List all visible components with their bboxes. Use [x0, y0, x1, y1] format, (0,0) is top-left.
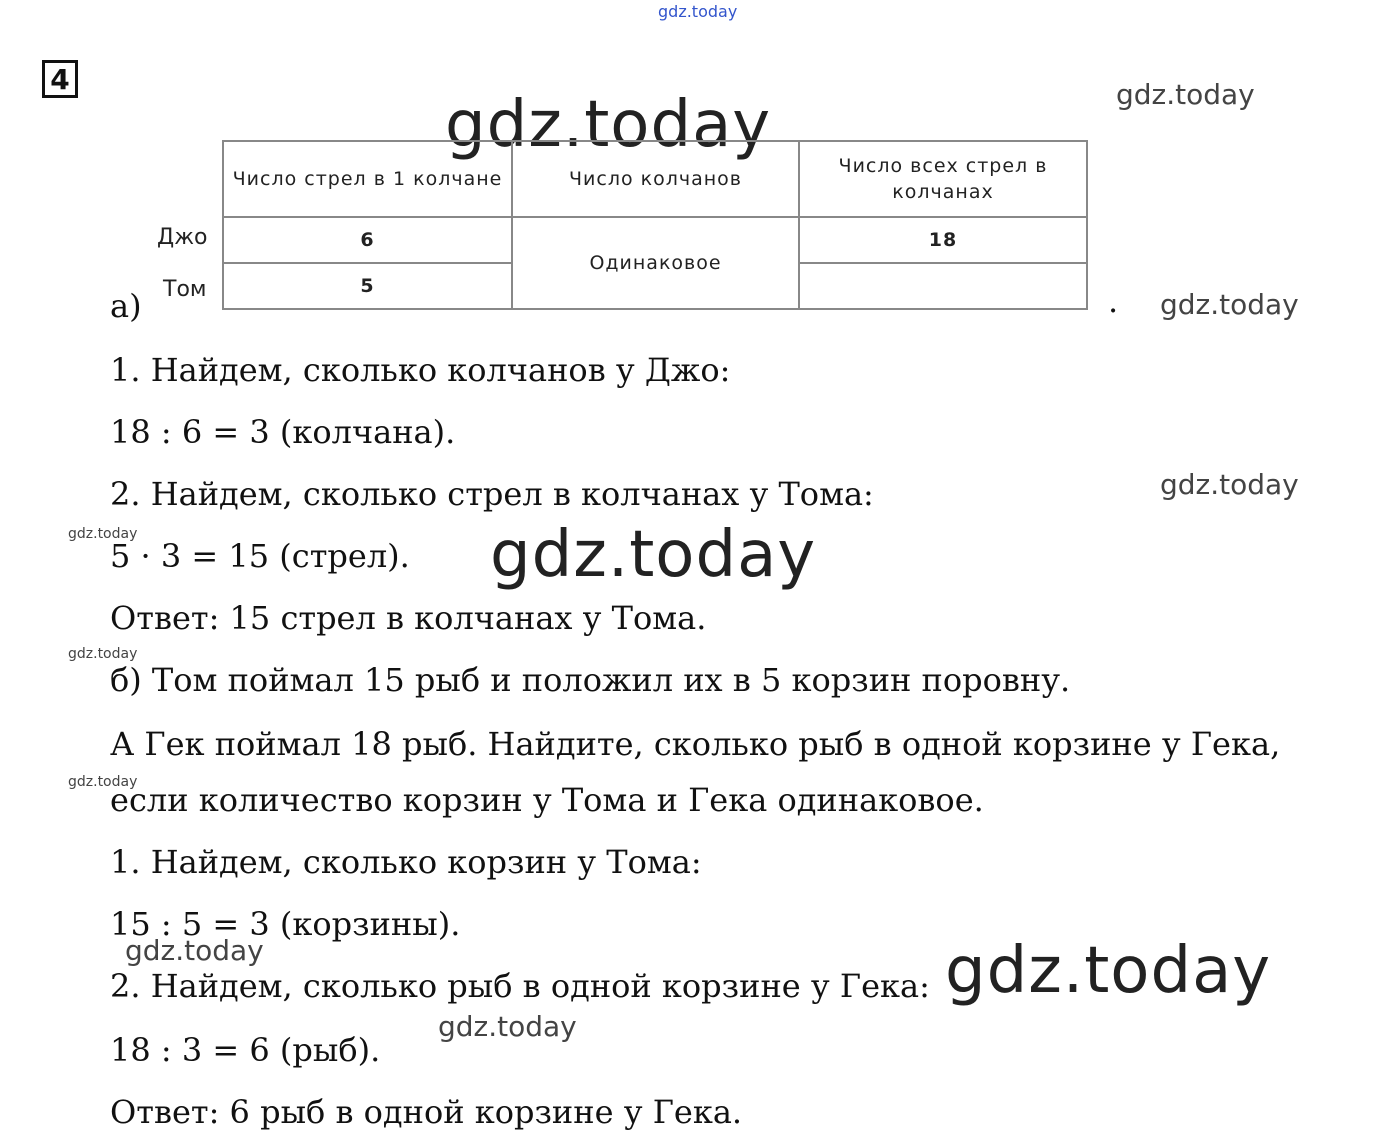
watermark-small: gdz.today	[68, 526, 138, 542]
watermark-medium: gdz.today	[1116, 78, 1255, 111]
solution-line: 5 · 3 = 15 (стрел).	[110, 537, 410, 575]
header-text: Число всех стрел в колчанах	[838, 155, 1048, 203]
watermark-small: gdz.today	[68, 646, 138, 662]
solution-line: 2. Найдем, сколько рыб в одной корзине у Гека:	[110, 967, 930, 1005]
solution-line: 18 : 6 = 3 (колчана).	[110, 413, 456, 451]
cell-tom-total	[799, 263, 1087, 309]
data-table	[222, 140, 1088, 310]
cell-jo-arrows: 6	[223, 217, 512, 263]
cell-quivers: Одинаковое	[512, 217, 799, 309]
solution-line: 1. Найдем, сколько колчанов у Джо:	[110, 351, 731, 389]
solution-line: 2. Найдем, сколько стрел в колчанах у Тома:	[110, 475, 874, 513]
watermark-medium: gdz.today	[438, 1010, 577, 1043]
task-number: 4	[42, 60, 78, 98]
header-quiver-count	[512, 141, 799, 217]
part-a-label: а)	[110, 287, 142, 325]
solution-line: 1. Найдем, сколько корзин у Тома:	[110, 843, 702, 881]
row-label-jo: Джо	[157, 225, 208, 250]
answer-line: Ответ: 15 стрел в колчанах у Тома.	[110, 599, 707, 637]
header-text: Число колчанов	[569, 168, 742, 190]
answer-line: Ответ: 6 рыб в одной корзине у Гека.	[110, 1093, 743, 1131]
watermark-medium: gdz.today	[125, 934, 264, 967]
watermark-large: gdz.today	[945, 934, 1272, 1008]
cell-tom-arrows: 5	[223, 263, 512, 309]
watermark-large: gdz.today	[490, 518, 817, 592]
watermark-top: gdz.today	[658, 2, 738, 21]
watermark-small: gdz.today	[68, 774, 138, 790]
header-arrows-per-quiver	[223, 141, 512, 217]
watermark-medium: gdz.today	[1160, 288, 1299, 321]
cell-jo-total: 18	[799, 217, 1087, 263]
solution-line: 15 : 5 = 3 (корзины).	[110, 905, 461, 943]
row-label-tom: Том	[163, 277, 207, 302]
header-text: Число стрел в 1 колчане	[232, 168, 503, 190]
problem-line: если количество корзин у Тома и Гека одинаковое.	[110, 781, 984, 819]
watermark-large: gdz.today	[445, 88, 772, 162]
solution-line: 18 : 3 = 6 (рыб).	[110, 1031, 381, 1069]
watermark-medium: gdz.today	[1160, 468, 1299, 501]
header-total-arrows	[799, 141, 1087, 217]
problem-line: А Гек поймал 18 рыб. Найдите, сколько рыб в одной корзине у Гека,	[110, 725, 1281, 763]
problem-line: б) Том поймал 15 рыб и положил их в 5 корзин поровну.	[110, 661, 1071, 699]
table-dot: .	[1108, 282, 1119, 320]
